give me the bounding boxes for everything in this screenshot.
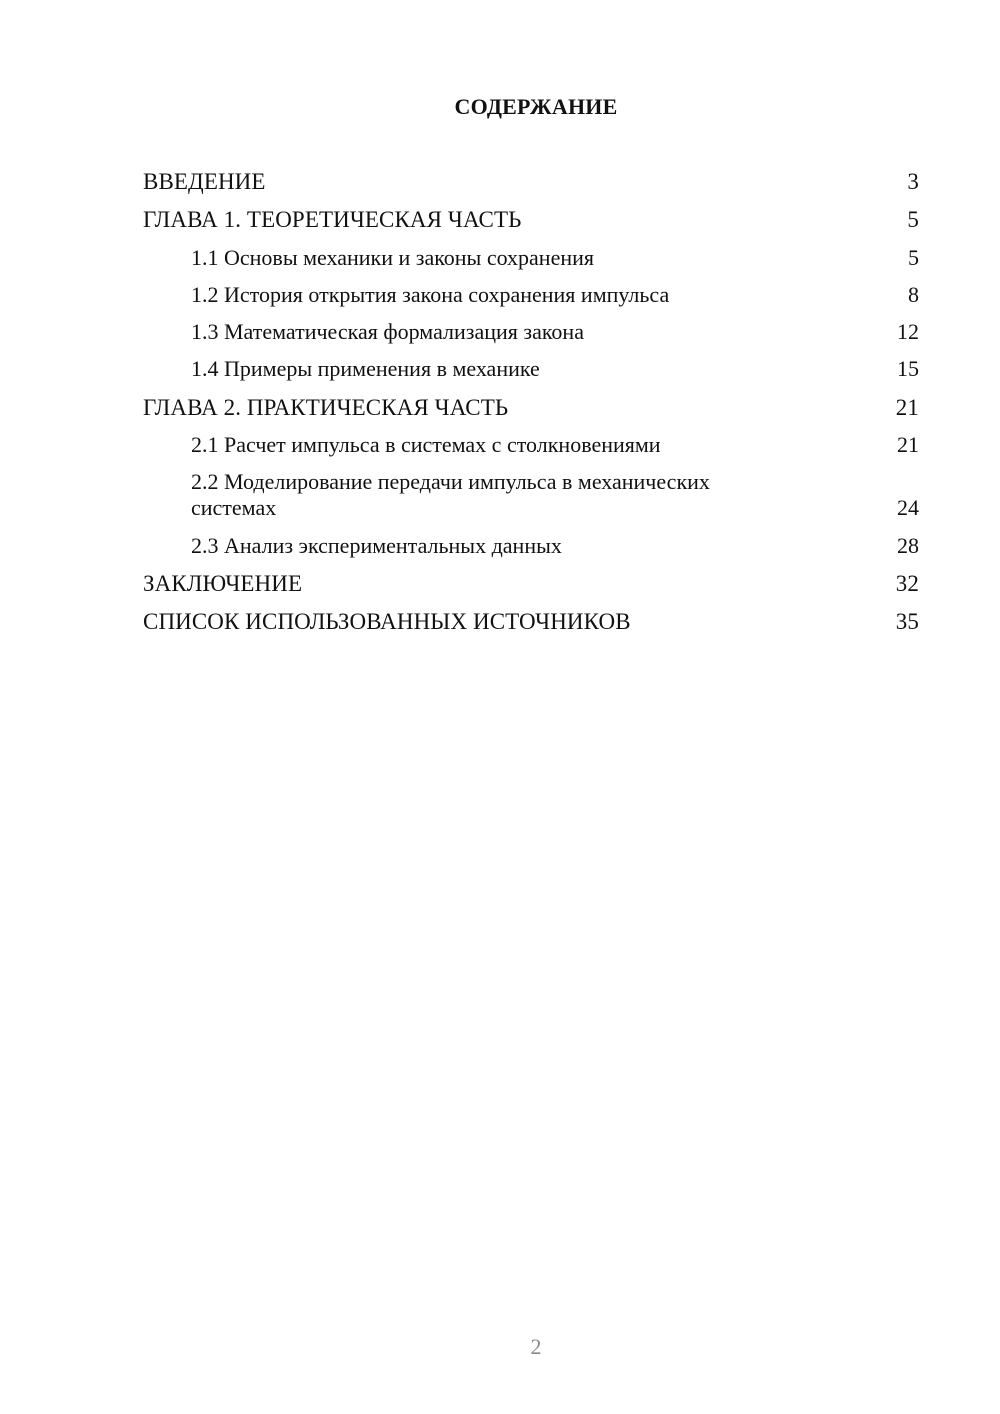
toc-entry-section-1-4[interactable] — [143, 356, 919, 382]
toc-entry-label: 2.2 Моделирование передачи импульса в механических системах — [191, 469, 710, 521]
toc-entry-section-1-2[interactable] — [143, 282, 919, 308]
toc-entry-label: ГЛАВА 1. ТЕОРЕТИЧЕСКАЯ ЧАСТЬ — [143, 207, 522, 233]
toc-entry-introduction[interactable] — [143, 168, 919, 195]
toc-entry-label: ЗАКЛЮЧЕНИЕ — [143, 570, 303, 596]
toc-entry-label: 1.3 Математическая формализация закона — [191, 319, 584, 345]
toc-entry-page: 5 — [907, 207, 919, 233]
page-number: 2 — [530, 1334, 542, 1359]
toc-entry-label: 1.1 Основы механики и законы сохранения — [191, 244, 595, 270]
toc-entry-references[interactable] — [143, 608, 919, 635]
toc-entry-page: 35 — [895, 609, 919, 635]
toc-entry-label: 1.2 История открытия закона сохранения импульса — [191, 281, 670, 307]
toc-entry-page: 21 — [895, 394, 919, 420]
toc-entry-label: СПИСОК ИСПОЛЬЗОВАННЫХ ИСТОЧНИКОВ — [143, 609, 631, 635]
toc-entry-page: 3 — [907, 169, 919, 194]
toc-entry-label: ВВЕДЕНИЕ — [143, 169, 266, 194]
toc-entry-chapter-1[interactable] — [143, 206, 919, 233]
toc-entry-page: 28 — [897, 532, 919, 558]
toc-entry-page: 15 — [897, 356, 919, 382]
toc-entry-section-1-3[interactable] — [143, 319, 919, 345]
page-title: СОДЕРЖАНИЕ — [454, 94, 618, 119]
toc-entry-label: ГЛАВА 2. ПРАКТИЧЕСКАЯ ЧАСТЬ — [143, 394, 509, 420]
toc-entry-page: 24 — [897, 495, 919, 521]
toc-entry-label: 2.1 Расчет импульса в системах с столкновениями — [191, 432, 661, 458]
toc-entry-label: 1.4 Примеры применения в механике — [191, 356, 540, 382]
toc-entry-section-2-2[interactable] — [143, 469, 919, 521]
toc-entry-page: 8 — [908, 281, 919, 307]
toc-entry-page: 21 — [897, 432, 919, 458]
toc-entry-section-2-1[interactable] — [143, 432, 919, 458]
toc-entry-conclusion[interactable] — [143, 570, 919, 597]
toc-entry-page: 12 — [897, 319, 919, 345]
toc-entry-section-2-3[interactable] — [143, 533, 919, 559]
toc-entry-page: 32 — [895, 570, 919, 596]
toc-entry-chapter-2[interactable] — [143, 394, 919, 421]
toc-entry-page: 5 — [908, 244, 919, 270]
table-of-contents — [143, 168, 919, 647]
toc-entry-label: 2.3 Анализ экспериментальных данных — [191, 532, 562, 558]
toc-entry-section-1-1[interactable] — [143, 245, 919, 271]
